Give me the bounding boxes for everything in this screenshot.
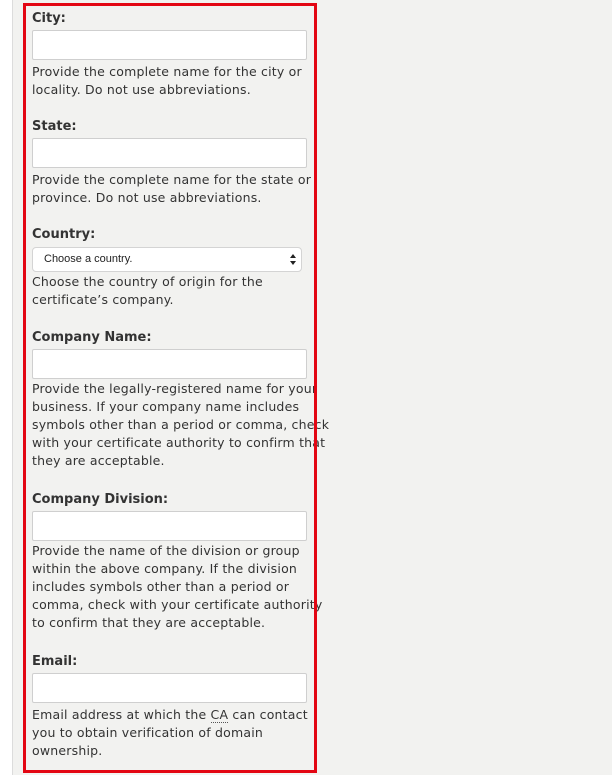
highlight-frame [23, 3, 317, 773]
company-division-help-line: comma, check with your certificate authority [32, 597, 323, 612]
company-name-help-line: they are acceptable. [32, 453, 165, 468]
email-help-text: can contact [228, 707, 308, 722]
city-label: City: [32, 11, 66, 26]
company-division-label: Company Division: [32, 492, 169, 507]
country-help-line: certificate’s company. [32, 292, 174, 307]
company-name-help-line: business. If your company name includes [32, 399, 300, 414]
company-division-help-line: within the above company. If the division [32, 561, 298, 576]
company-division-help-line: to confirm that they are acceptable. [32, 615, 266, 630]
email-help-line: you to obtain verification of domain [32, 725, 264, 740]
company-division-help-line: includes symbols other than a period or [32, 579, 290, 594]
divider [12, 0, 13, 775]
city-help-line: Provide the complete name for the city or [32, 64, 302, 79]
email-help-line: ownership. [32, 743, 103, 758]
email-help-text: Email address at which the [32, 707, 211, 722]
company-name-help-line: Provide the legally-registered name for your [32, 381, 318, 396]
email-label: Email: [32, 654, 78, 669]
ca-abbreviation: CA [210, 707, 229, 722]
page-margin [0, 0, 12, 775]
country-help-line: Choose the country of origin for the [32, 274, 263, 289]
company-name-help-line: symbols other than a period or comma, check [32, 417, 330, 432]
company-division-help-line: Provide the name of the division or group [32, 543, 300, 558]
city-help-line: locality. Do not use abbreviations. [32, 82, 251, 97]
company-name-help-line: with your certificate authority to confirm that [32, 435, 326, 450]
company-name-label: Company Name: [32, 330, 152, 345]
state-help-line: Provide the complete name for the state or [32, 172, 312, 187]
country-label: Country: [32, 227, 96, 242]
state-help-line: province. Do not use abbreviations. [32, 190, 262, 205]
country-select-value: Choose a country. [44, 253, 133, 265]
state-label: State: [32, 119, 77, 134]
